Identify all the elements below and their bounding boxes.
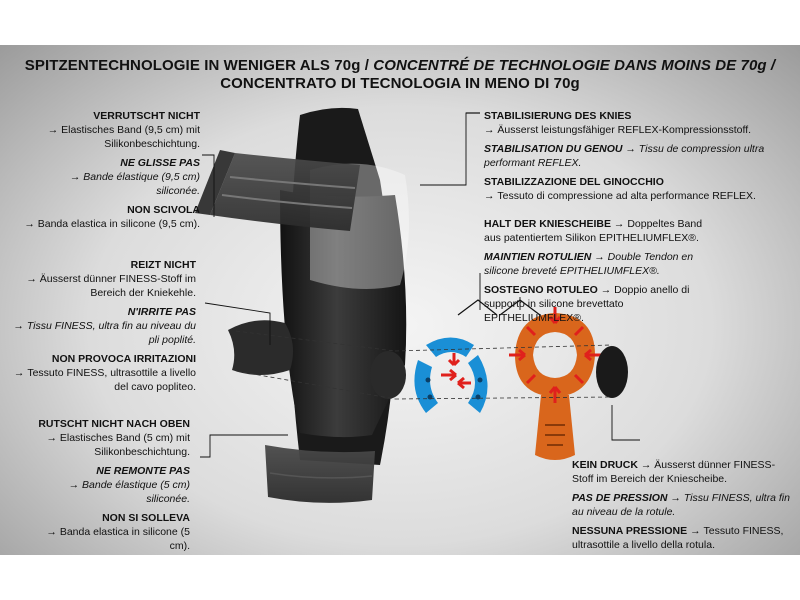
patella-pad [370, 351, 406, 399]
callout-no-slip [24, 109, 200, 231]
no-pressure-de-heading: KEIN DRUCK [572, 459, 638, 471]
patella-it-body: → Doppio anello di supporto in silicone brevettato EPITHELIUMFLEX®. [484, 284, 689, 324]
title-line-1 [0, 57, 800, 74]
callout-patella-support [484, 217, 720, 325]
stabilization-it-body: → Tessuto di compressione ad alta performance REFLEX. [484, 189, 790, 203]
stabilization-de-heading: STABILISIERUNG DES KNIES [484, 110, 632, 122]
title-french: CONCENTRÉ DE TECHNOLOGIE DANS MOINS DE 70g / [373, 57, 776, 74]
popliteal-insert [228, 320, 293, 375]
no-irritation-de-body: → Äusserst dünner FINESS-Stoff im Bereich der Kniekehle. [10, 272, 196, 300]
no-pressure-fr-heading: PAS DE PRESSION [572, 492, 668, 504]
no-irritation-fr-heading: N'IRRITE PAS [127, 306, 196, 318]
no-rise-de-heading: RUTSCHT NICHT NACH OBEN [38, 418, 190, 430]
no-slip-it-heading: NON SCIVOLA [127, 204, 200, 216]
patella-de-heading: HALT DER KNIESCHEIBE [484, 218, 611, 230]
finess-pad [596, 346, 628, 398]
no-slip-de-body: → Elastisches Band (9,5 cm) mit Silikonbeschichtung. [24, 123, 200, 151]
stabilization-it-heading: STABILIZZAZIONE DEL GINOCCHIO [484, 176, 664, 188]
no-rise-fr-body: → Bande élastique (5 cm) siliconée. [24, 478, 190, 506]
stabilization-fr-heading: STABILISATION DU GENOU [484, 143, 623, 155]
no-irritation-it-heading: NON PROVOCA IRRITAZIONI [51, 353, 196, 365]
patella-fr-body: → Double Tendon en silicone breveté EPITHELIUMFLEX®. [484, 251, 693, 277]
no-irritation-fr-body: → Tissu FINESS, ultra fin au niveau du pli poplité. [10, 319, 196, 347]
orange-silicone-ring [509, 307, 601, 460]
title-italian: CONCENTRATO DI TECNOLOGIA IN MENO DI 70g [220, 75, 580, 92]
stabilization-de-body: → Äusserst leistungsfähiger REFLEX-Kompressionsstoff. [484, 123, 790, 137]
no-irritation-it-body: → Tessuto FINESS, ultrasottile a livello del cavo popliteo. [10, 366, 196, 394]
patella-de-body: → Doppeltes Band aus patentiertem Silikon EPITHELIUMFLEX®. [484, 218, 702, 244]
diagram-panel [0, 45, 800, 555]
stabilization-fr-body: → Tissu de compression ultra performant REFLEX. [484, 143, 764, 169]
no-slip-fr-body: → Bande élastique (9,5 cm) siliconée. [24, 170, 200, 198]
no-rise-fr-heading: NE REMONTE PAS [96, 465, 190, 477]
title-german: SPITZENTECHNOLOGIE IN WENIGER ALS 70g / [24, 57, 374, 74]
pressure-leader [612, 405, 640, 440]
no-slip-fr-heading: NE GLISSE PAS [120, 157, 200, 169]
patella-it-heading: SOSTEGNO ROTULEO [484, 284, 598, 296]
no-irritation-de-heading: REIZT NICHT [130, 259, 196, 271]
top-band [210, 153, 360, 231]
no-pressure-it-heading: NESSUNA PRESSIONE [572, 525, 688, 537]
no-rise-it-body: → Banda elastica in silicone (5 cm). [24, 525, 190, 553]
no-pressure-fr-body: → Tissu FINESS, ultra fin au niveau de la rotule. [572, 492, 790, 518]
patella-fr-heading: MAINTIEN ROTULIEN [484, 251, 592, 263]
callout-no-rise [24, 417, 190, 553]
no-pressure-it-body: → Tessuto FINESS, ultrasottile a livello della rotula. [572, 525, 783, 551]
callout-no-pressure [572, 458, 794, 552]
no-slip-de-heading: VERRUTSCHT NICHT [93, 110, 200, 122]
no-slip-it-body: → Banda elastica in silicone (9,5 cm). [24, 217, 200, 231]
blue-silicone-ring [414, 338, 487, 414]
no-pressure-de-body: → Äusserst dünner FINESS-Stoff im Bereich der Kniescheibe. [572, 459, 775, 485]
no-rise-it-heading: NON SI SOLLEVA [102, 512, 190, 524]
callout-stabilization [484, 109, 790, 203]
no-rise-de-body: → Elastisches Band (5 cm) mit Silikonbeschichtung. [24, 431, 190, 459]
callout-no-irritation [10, 258, 196, 394]
